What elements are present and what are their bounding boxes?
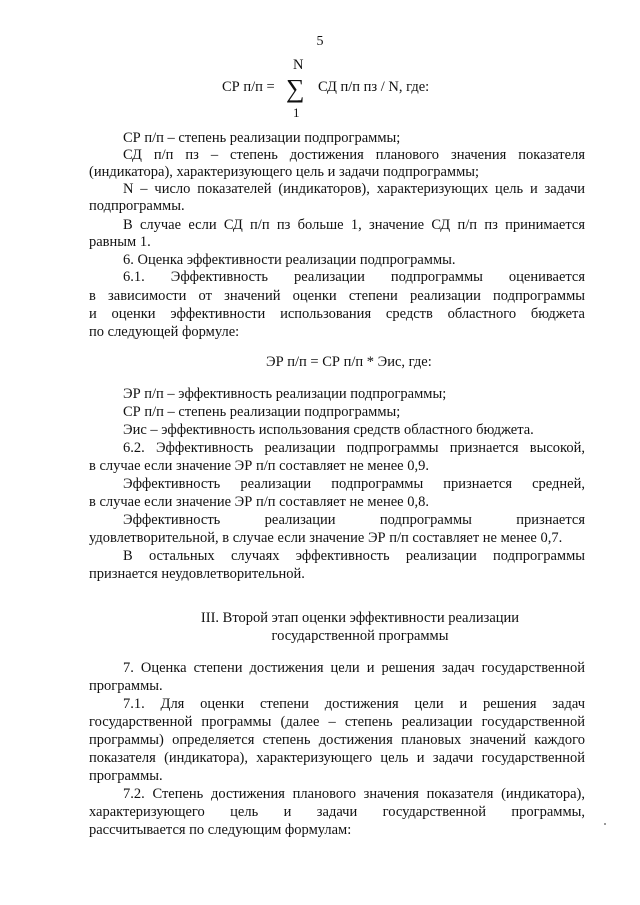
scan-speck bbox=[604, 823, 606, 825]
sum-sign-icon: ∑ bbox=[286, 74, 305, 103]
text-line: характеризующего цель и задачи государственной программы, bbox=[89, 804, 585, 820]
text-line: Эффективность реализации подпрограммы признается средней, bbox=[123, 476, 585, 492]
text-line: программы) определяется степень достижения плановых значений каждого bbox=[89, 732, 585, 748]
text-line: по следующей формуле: bbox=[89, 324, 240, 340]
text-line: в случае если значение ЭР п/п составляет не менее 0,8. bbox=[89, 494, 429, 510]
formula-efficiency: ЭР п/п = СР п/п * Эис, где: bbox=[266, 354, 432, 370]
formula-lhs: СР п/п = bbox=[222, 79, 275, 95]
text-line: признается неудовлетворительной. bbox=[89, 566, 305, 582]
text-line: рассчитывается по следующим формулам: bbox=[89, 822, 352, 838]
text-line: В остальных случаях эффективность реализации подпрограммы bbox=[123, 548, 585, 564]
section-heading: III. Второй этап оценки эффективности реализации bbox=[200, 610, 520, 626]
text-line: Эффективность реализации подпрограммы признается bbox=[123, 512, 585, 528]
text-line: 6.1. Эффективность реализации подпрограммы оценивается bbox=[123, 269, 585, 285]
sum-upper-limit: N bbox=[293, 57, 304, 73]
text-line: (индикатора), характеризующего цель и задачи подпрограммы; bbox=[89, 164, 480, 180]
section-heading: государственной программы bbox=[271, 628, 449, 644]
text-line: равным 1. bbox=[89, 234, 151, 250]
text-line: В случае если СД п/п пз больше 1, значение СД п/п пз принимается bbox=[123, 217, 585, 233]
text-line: удовлетворительной, в случае если значение ЭР п/п составляет не менее 0,7. bbox=[89, 530, 563, 546]
text-line: показателя (индикатора), характеризующего цель и задачи государственной bbox=[89, 750, 585, 766]
text-line: в случае если значение ЭР п/п составляет не менее 0,9. bbox=[89, 458, 429, 474]
formula-rhs: СД п/п пз / N, где: bbox=[318, 79, 430, 95]
text-line: ЭР п/п – эффективность реализации подпрограммы; bbox=[123, 386, 447, 402]
text-line: СД п/п пз – степень достижения планового значения показателя bbox=[123, 147, 585, 163]
text-line: СР п/п – степень реализации подпрограммы; bbox=[123, 130, 401, 146]
text-line: 7.1. Для оценки степени достижения цели и решения задач bbox=[123, 696, 585, 712]
text-line: программы. bbox=[89, 768, 163, 784]
text-line: государственной программы (далее – степень реализации государственной bbox=[89, 714, 585, 730]
text-line: и оценки эффективности использования средств областного бюджета bbox=[89, 306, 585, 322]
text-line: 6.2. Эффективность реализации подпрограммы признается высокой, bbox=[123, 440, 585, 456]
sum-lower-limit: 1 bbox=[293, 105, 300, 120]
text-line: СР п/п – степень реализации подпрограммы; bbox=[123, 404, 401, 420]
text-line: в зависимости от значений оценки степени реализации подпрограммы bbox=[89, 288, 585, 304]
text-line: подпрограммы. bbox=[89, 198, 185, 214]
text-line: 6. Оценка эффективности реализации подпрограммы. bbox=[123, 252, 456, 268]
text-line: Эис – эффективность использования средств областного бюджета. bbox=[123, 422, 534, 438]
text-line: программы. bbox=[89, 678, 163, 694]
text-line: 7. Оценка степени достижения цели и решения задач государственной bbox=[123, 660, 585, 676]
page-number: 5 bbox=[316, 34, 324, 49]
text-line: 7.2. Степень достижения планового значения показателя (индикатора), bbox=[123, 786, 585, 802]
text-line: N – число показателей (индикаторов), характеризующих цель и задачи bbox=[123, 181, 585, 197]
